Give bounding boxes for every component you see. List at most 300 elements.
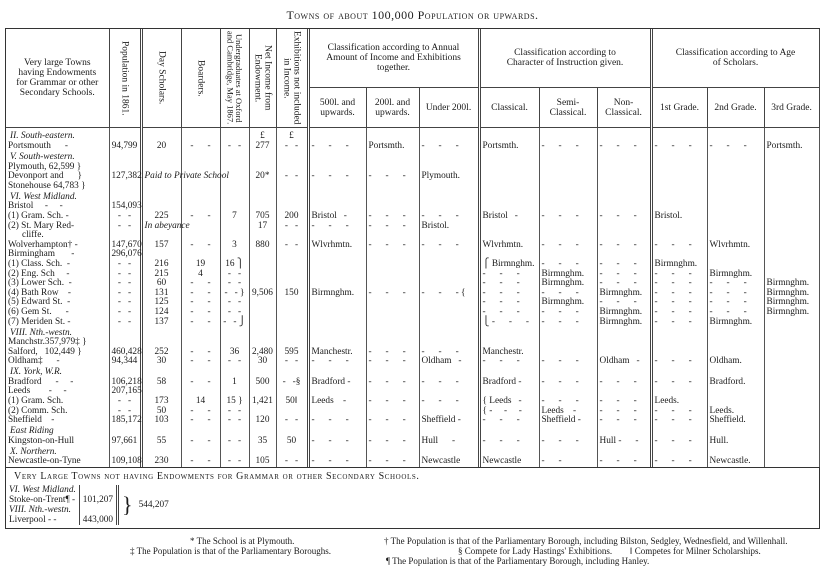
income-500-up-cell <box>308 318 366 328</box>
income-500-up-cell: Wlvrhmtn. <box>308 241 366 251</box>
net-income-cell <box>249 152 276 163</box>
table-row <box>6 485 172 505</box>
income-200-up-cell <box>366 191 419 202</box>
net-income-cell: 35 <box>249 437 276 447</box>
population-cell: 101,207 <box>79 485 117 505</box>
table-row <box>6 172 819 182</box>
undergraduates-cell <box>220 191 249 202</box>
income-500-up-cell <box>308 191 366 202</box>
semi-classical-cell: - - - <box>539 142 597 152</box>
boarders-cell <box>181 128 220 143</box>
grade-3-cell <box>764 231 819 241</box>
boarders-cell: - - <box>181 437 220 447</box>
grade-1-cell: Leeds. <box>651 397 707 407</box>
table-body <box>6 128 819 468</box>
exhibitions-cell: - - <box>276 172 308 182</box>
non-classical-cell <box>597 191 651 202</box>
grade-1-cell: - - - <box>651 279 707 289</box>
income-under-200-cell: - - - <box>419 142 479 152</box>
town-cell: (4) Bath Row - <box>6 289 109 299</box>
semi-classical-cell <box>539 327 597 338</box>
non-classical-cell: - - - <box>597 378 651 388</box>
classical-cell <box>479 128 539 143</box>
income-500-up-cell <box>308 128 366 143</box>
population-cell: 97,661 <box>109 437 141 447</box>
net-income-cell <box>249 308 276 318</box>
population-cell: - - <box>109 212 141 222</box>
population-cell: 296,076 <box>109 250 141 260</box>
non-classical-cell <box>597 128 651 143</box>
semi-classical-cell: - - - <box>539 318 597 328</box>
undergraduates-cell: - - <box>220 298 249 308</box>
grade-2-cell <box>707 250 764 260</box>
population-cell: 185,172 <box>109 416 141 426</box>
population-cell <box>109 182 141 192</box>
town-cell: (7) Meriden St. - <box>6 318 109 328</box>
boarders-cell: - - <box>181 308 220 318</box>
town-cell: (6) Gem St. - <box>6 308 109 318</box>
semi-classical-cell: Leeds - <box>539 407 597 417</box>
non-classical-cell: - - - <box>597 279 651 289</box>
boarders-cell: - - <box>181 416 220 426</box>
classical-cell: Bradford - <box>479 378 539 388</box>
grade-3-cell <box>764 182 819 192</box>
undergraduates-cell: - - <box>220 357 249 367</box>
income-500-up-cell <box>308 260 366 270</box>
non-classical-cell: - - - <box>597 457 651 467</box>
town-cell: cliffe. <box>6 231 109 241</box>
undergraduates-cell: 7 <box>220 212 249 222</box>
day-scholars-cell <box>141 182 181 192</box>
town-cell: (1) Class. Sch. - <box>6 260 109 270</box>
income-200-up-cell: - - - <box>366 397 419 407</box>
day-scholars-cell: 20 <box>141 142 181 152</box>
population-cell: - - <box>109 270 141 280</box>
header-age-group: Classification according to Age of Scholars. <box>651 29 819 88</box>
undergraduates-cell <box>220 182 249 192</box>
header-boarders: Boarders. <box>181 29 220 128</box>
non-classical-cell <box>597 222 651 232</box>
grade-2-cell <box>707 163 764 173</box>
brace: } <box>122 492 133 518</box>
grade-2-cell: - - - <box>707 308 764 318</box>
grade-3-cell <box>764 212 819 222</box>
semi-classical-cell: Birmnghm. <box>539 279 597 289</box>
net-income-cell: 277 <box>249 142 276 152</box>
day-scholars-cell: In abeyance <box>141 222 181 232</box>
header-1st-grade: 1st Grade. <box>651 88 707 128</box>
town-cell: Devonport and } <box>6 172 109 182</box>
undergraduates-cell: 16 ⎫ <box>220 260 249 270</box>
town-cell: Leeds - - <box>6 387 109 397</box>
header-3rd-grade: 3rd Grade. <box>764 88 819 128</box>
undergraduates-cell <box>220 128 249 143</box>
undergraduates-cell: 3 <box>220 241 249 251</box>
grade-3-cell: Birmnghm. <box>764 289 819 299</box>
town-cell: Bradford - - <box>6 378 109 388</box>
population-cell <box>109 152 141 163</box>
statistics-table-frame <box>5 28 820 529</box>
population-cell: 460,428 <box>109 348 141 358</box>
undergraduates-cell <box>220 327 249 338</box>
grade-3-cell <box>764 387 819 397</box>
grade-1-cell <box>651 128 707 143</box>
classical-cell: - - - <box>479 357 539 367</box>
grade-2-cell <box>707 222 764 232</box>
non-classical-cell: Birmnghm. <box>597 308 651 318</box>
exhibitions-cell: - - <box>276 416 308 426</box>
town-cell: Birmingham - <box>6 250 109 260</box>
grade-3-cell <box>764 338 819 348</box>
population-cell: - - <box>109 222 141 232</box>
non-classical-cell: Hull - - <box>597 437 651 447</box>
grade-2-cell: Wlvrhmtn. <box>707 241 764 251</box>
population-cell: - - <box>109 407 141 417</box>
exhibitions-cell <box>276 152 308 163</box>
income-200-up-cell <box>366 182 419 192</box>
undergraduates-cell: - - <box>220 270 249 280</box>
header-day-scholars: Day Scholars. <box>141 29 181 128</box>
exhibitions-cell: - - <box>276 457 308 467</box>
non-classical-cell: Birmnghm. <box>597 289 651 299</box>
grade-2-cell <box>707 327 764 338</box>
grade-3-cell <box>764 357 819 367</box>
semi-classical-cell: - - - <box>539 378 597 388</box>
boarders-cell: - - <box>181 289 220 299</box>
grade-2-cell <box>707 182 764 192</box>
population-cell: - - <box>109 289 141 299</box>
income-under-200-cell <box>419 298 479 308</box>
grade-1-cell: - - - <box>651 289 707 299</box>
population-cell: - - <box>109 279 141 289</box>
grade-1-cell: - - - <box>651 416 707 426</box>
income-under-200-cell <box>419 270 479 280</box>
grade-1-cell: - - - <box>651 357 707 367</box>
semi-classical-cell: - - - <box>539 357 597 367</box>
grade-1-cell <box>651 327 707 338</box>
income-200-up-cell <box>366 152 419 163</box>
exhibitions-cell: £ <box>276 128 308 143</box>
exhibitions-cell: - - <box>276 357 308 367</box>
non-classical-cell <box>597 338 651 348</box>
grade-1-cell <box>651 338 707 348</box>
town-cell: (2) Eng. Sch - <box>6 270 109 280</box>
net-income-cell: 20* <box>249 172 276 182</box>
income-under-200-cell: - - - <box>419 241 479 251</box>
day-scholars-cell <box>141 191 181 202</box>
income-under-200-cell: Hull - <box>419 437 479 447</box>
boarders-cell: - - <box>181 142 220 152</box>
header-500-and-upwards: 500l. and upwards. <box>308 88 366 128</box>
income-under-200-cell <box>419 308 479 318</box>
footnote-star: * The School is at Plymouth. <box>190 536 295 546</box>
income-200-up-cell <box>366 327 419 338</box>
classical-cell: - - - <box>479 289 539 299</box>
income-under-200-cell <box>419 250 479 260</box>
income-200-up-cell: - - - <box>366 241 419 251</box>
income-500-up-cell: - - - <box>308 437 366 447</box>
undergraduates-cell: - - <box>220 142 249 152</box>
grade-3-cell <box>764 457 819 467</box>
header-instruction-group: Classification according to Character of Instruction given. <box>479 29 651 88</box>
population-cell: - - <box>109 318 141 328</box>
population-cell: 147,670 <box>109 241 141 251</box>
table-row <box>6 457 819 467</box>
day-scholars-cell <box>141 128 181 143</box>
income-200-up-cell: - - - <box>366 457 419 467</box>
grade-3-cell <box>764 222 819 232</box>
net-income-cell <box>249 327 276 338</box>
grade-2-cell: Newcastle. <box>707 457 764 467</box>
semi-classical-cell <box>539 338 597 348</box>
non-classical-cell: - - - <box>597 270 651 280</box>
exhibitions-cell <box>276 250 308 260</box>
income-under-200-cell <box>419 128 479 143</box>
income-under-200-cell: Sheffield - <box>419 416 479 426</box>
net-income-cell: 105 <box>249 457 276 467</box>
header-undergraduates: Undergraduates at Oxford and Cambridge, May 1867. <box>220 29 249 128</box>
net-income-cell: 30 <box>249 357 276 367</box>
semi-classical-cell: - - - <box>539 212 597 222</box>
classical-cell: Manchestr. <box>479 348 539 358</box>
undergraduates-cell: - - <box>220 457 249 467</box>
grade-1-cell: - - - <box>651 457 707 467</box>
town-cell: Manchstr.357,979‡ } <box>6 338 109 348</box>
exhibitions-cell: - - <box>276 222 308 232</box>
income-200-up-cell <box>366 318 419 328</box>
day-scholars-cell: 230 <box>141 457 181 467</box>
header-classical: Classical. <box>479 88 539 128</box>
undergraduates-cell: 15 } <box>220 397 249 407</box>
population-cell: 94,799 <box>109 142 141 152</box>
classical-cell: - - - <box>479 308 539 318</box>
classical-cell: Wlvrhmtn. <box>479 241 539 251</box>
exhibitions-cell <box>276 298 308 308</box>
grade-2-cell: Birmnghm. <box>707 318 764 328</box>
endowed-towns-table <box>6 29 820 467</box>
grade-3-cell <box>764 437 819 447</box>
classical-cell: Portsmth. <box>479 142 539 152</box>
footnote-section: § Compete for Lady Hastings' Exhibitions. <box>458 546 613 556</box>
income-500-up-cell: Birmnghm. <box>308 289 366 299</box>
grade-1-cell <box>651 152 707 163</box>
income-200-up-cell: - - - <box>366 222 419 232</box>
non-classical-cell: - - - <box>597 241 651 251</box>
grade-3-cell <box>764 407 819 417</box>
income-under-200-cell: Oldham - <box>419 357 479 367</box>
undergraduates-cell: - - <box>220 279 249 289</box>
town-cell: VI. West Midland. <box>6 191 109 202</box>
classical-cell: - - - <box>479 437 539 447</box>
grade-3-cell <box>764 172 819 182</box>
undergraduates-cell: - - <box>220 308 249 318</box>
grade-3-cell <box>764 202 819 212</box>
income-under-200-cell: - - - <box>419 348 479 358</box>
town-cell: (1) Gram. Sch. <box>6 397 109 407</box>
grade-3-cell <box>764 163 819 173</box>
grade-2-cell: Hull. <box>707 437 764 447</box>
town-cell: Oldham‡ - <box>6 357 109 367</box>
day-scholars-cell: 124 <box>141 308 181 318</box>
semi-classical-cell: - - - <box>539 437 597 447</box>
exhibitions-cell <box>276 327 308 338</box>
undergraduates-cell: - - <box>220 416 249 426</box>
semi-classical-cell: - - - <box>539 308 597 318</box>
income-under-200-cell: - - - <box>419 378 479 388</box>
population-cell: 106,218 <box>109 378 141 388</box>
table-row <box>6 357 819 367</box>
boarders-cell: 19 <box>181 260 220 270</box>
semi-classical-cell: - - - <box>539 289 597 299</box>
table-row <box>6 222 819 232</box>
income-500-up-cell: - - - <box>308 416 366 426</box>
classical-cell <box>479 182 539 192</box>
classical-cell <box>479 222 539 232</box>
semi-classical-cell: - - - <box>539 260 597 270</box>
net-income-cell: 500 <box>249 378 276 388</box>
income-500-up-cell <box>308 308 366 318</box>
day-scholars-cell: 60 <box>141 279 181 289</box>
undergraduates-cell: 36 <box>220 348 249 358</box>
semi-classical-cell <box>539 152 597 163</box>
day-scholars-cell: Paid to Private School <box>141 172 181 182</box>
net-income-cell: 705 <box>249 212 276 222</box>
income-200-up-cell <box>366 270 419 280</box>
grade-2-cell: - - - <box>707 142 764 152</box>
population-cell: 443,000 <box>79 505 117 525</box>
net-income-cell <box>249 318 276 328</box>
boarders-cell <box>181 191 220 202</box>
table-row <box>6 437 819 447</box>
boarders-cell: - - <box>181 298 220 308</box>
grade-3-cell <box>764 397 819 407</box>
income-under-200-cell <box>419 182 479 192</box>
boarders-cell: - - <box>181 378 220 388</box>
population-cell: 207,165 <box>109 387 141 397</box>
grade-1-cell: - - - <box>651 318 707 328</box>
header-200-and-upwards: 200l. and upwards. <box>366 88 419 128</box>
income-under-200-cell <box>419 318 479 328</box>
grade-2-cell <box>707 338 764 348</box>
boarders-cell: - - <box>181 457 220 467</box>
grade-1-cell <box>651 172 707 182</box>
non-classical-cell: - - - <box>597 298 651 308</box>
header-non-classical: Non-Classical. <box>597 88 651 128</box>
day-scholars-cell: 30 <box>141 357 181 367</box>
classical-cell: - - - <box>479 416 539 426</box>
day-scholars-cell: 103 <box>141 416 181 426</box>
boarders-cell: - - <box>181 279 220 289</box>
semi-classical-cell: - - - <box>539 241 597 251</box>
day-scholars-cell: 173 <box>141 397 181 407</box>
header-under-200: Under 200l. <box>419 88 479 128</box>
day-scholars-cell: 216 <box>141 260 181 270</box>
town-cell: Portsmouth - <box>6 142 109 152</box>
grade-1-cell: - - - <box>651 270 707 280</box>
town-cell: Kingston-on-Hull <box>6 437 109 447</box>
table-row <box>6 416 819 426</box>
grade-2-cell: Birmnghm. <box>707 270 764 280</box>
exhibitions-cell <box>276 260 308 270</box>
non-classical-cell: - - - <box>597 397 651 407</box>
classical-cell: ⎧ Birmnghm. <box>479 260 539 270</box>
income-500-up-cell: - - - <box>308 222 366 232</box>
income-200-up-cell: - - - <box>366 357 419 367</box>
income-under-200-cell: - - - { <box>419 289 479 299</box>
net-income-cell: 2,480 <box>249 348 276 358</box>
grade-2-cell: - - - <box>707 298 764 308</box>
grade-1-cell <box>651 182 707 192</box>
grade-1-cell: - - - <box>651 378 707 388</box>
grade-2-cell <box>707 152 764 163</box>
grade-3-cell <box>764 191 819 202</box>
classical-cell: Newcastle <box>479 457 539 467</box>
region-row <box>6 152 819 163</box>
grade-1-cell: - - - <box>651 437 707 447</box>
exhibitions-cell: - - <box>276 241 308 251</box>
table-row <box>6 142 819 152</box>
income-500-up-cell <box>308 152 366 163</box>
grade-2-cell: Oldham. <box>707 357 764 367</box>
income-500-up-cell: Bristol - <box>308 212 366 222</box>
grade-1-cell: - - - <box>651 298 707 308</box>
income-200-up-cell <box>366 298 419 308</box>
grade-1-cell: - - - <box>651 142 707 152</box>
income-under-200-cell <box>419 152 479 163</box>
town-label: Stoke-on-Trent¶ - <box>9 495 76 506</box>
town-cell: Bristol - - <box>6 202 109 212</box>
classical-cell <box>479 327 539 338</box>
non-endowed-towns-table <box>6 485 172 525</box>
exhibitions-cell: - -§ <box>276 378 308 388</box>
grade-3-cell <box>764 327 819 338</box>
day-scholars-cell: 50 <box>141 407 181 417</box>
boarders-cell: - - <box>181 318 220 328</box>
exhibitions-cell <box>276 182 308 192</box>
grade-3-cell: Birmnghm. <box>764 279 819 289</box>
town-cell: (5) Edward St. - <box>6 298 109 308</box>
boarders-cell: 14 <box>181 397 220 407</box>
grade-3-cell <box>764 128 819 143</box>
semi-classical-cell: Birmnghm. <box>539 298 597 308</box>
classical-cell <box>479 191 539 202</box>
income-500-up-cell <box>308 270 366 280</box>
classical-cell <box>479 172 539 182</box>
income-200-up-cell: - - - <box>366 378 419 388</box>
income-under-200-cell: Bristol. <box>419 222 479 232</box>
town-cell: Stonehouse 64,783 } <box>6 182 109 192</box>
income-200-up-cell: - - - <box>366 348 419 358</box>
non-classical-cell: Oldham - <box>597 357 651 367</box>
total-population: 544,207 <box>138 500 169 511</box>
grade-2-cell <box>707 387 764 397</box>
undergraduates-cell: 1 <box>220 378 249 388</box>
grade-2-cell <box>707 128 764 143</box>
income-500-up-cell: - - - <box>308 457 366 467</box>
non-classical-cell <box>597 163 651 173</box>
grade-2-cell: Leeds. <box>707 407 764 417</box>
grade-1-cell: - - - <box>651 407 707 417</box>
net-income-cell <box>249 298 276 308</box>
population-cell <box>109 128 141 143</box>
income-under-200-cell: - - - <box>419 212 479 222</box>
table-row <box>6 318 819 328</box>
classical-cell: - - - <box>479 279 539 289</box>
classical-cell: { Leeds - <box>479 397 539 407</box>
town-label: Liverpool - - <box>9 515 57 526</box>
header-income-group: Classification according to Annual Amount of Income and Exhibitions together. <box>308 29 479 88</box>
undergraduates-cell: - - ⎭ <box>220 318 249 328</box>
